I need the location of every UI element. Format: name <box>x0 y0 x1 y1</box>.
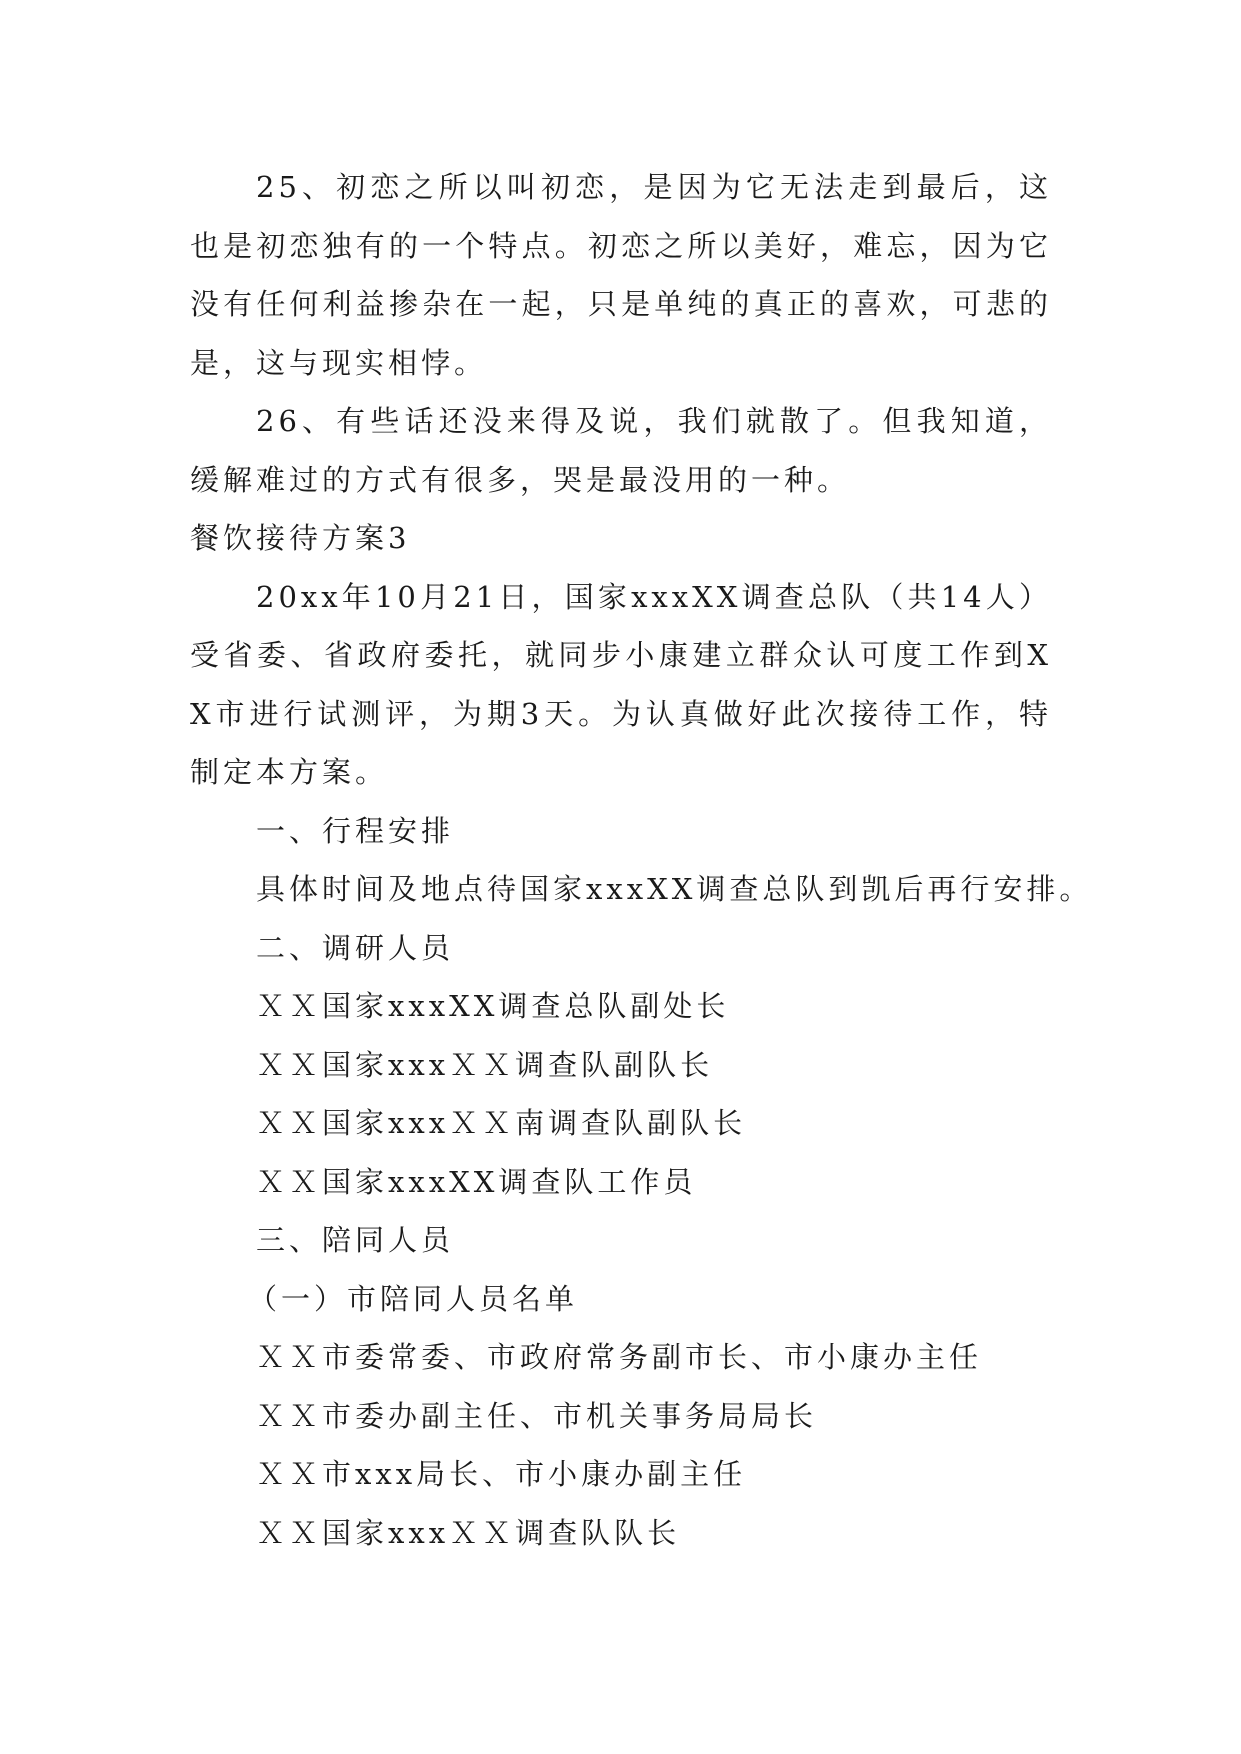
researcher-item: ＸＸ国家xxxXX调查总队副处长 <box>256 989 730 1023</box>
paragraph-26: 26、有些话还没来得及说，我们就散了。但我知道，缓解难过的方式有很多，哭是最没用的一种。 <box>190 404 1052 497</box>
accompanying-item: ＸＸ市委常委、市政府常务副市长、市小康办主任 <box>256 1340 983 1374</box>
itinerary-text: 具体时间及地点待国家xxxXX调查总队到凯后再行安排。 <box>256 872 1093 906</box>
accompanying-item: ＸＸ市xxx局长、市小康办副主任 <box>256 1457 747 1491</box>
researcher-item: ＸＸ国家xxxXX调查队工作员 <box>256 1164 697 1199</box>
intro-paragraph: 20xx年10月21日，国家xxxXX调查总队（共14人）受省委、省政府委托，就同步小康建立群众认可度工作到XX市进行试测评，为期3天。为认真做好此次接待工作，特制定本方案。 <box>190 579 1052 789</box>
researcher-item: ＸＸ国家xxxＸＸ调查队副队长 <box>256 1047 714 1082</box>
heading-accompanying: 三、陪同人员 <box>256 1223 455 1257</box>
paragraph-25: 25、初恋之所以叫初恋，是因为它无法走到最后，这也是初恋独有的一个特点。初恋之所以美好，难忘，因为它没有任何利益掺杂在一起，只是单纯的真正的喜欢，可悲的是，这与现实相悖。 <box>190 170 1052 380</box>
document-body <box>190 158 1093 1562</box>
researcher-item: ＸＸ国家xxxＸＸ南调查队副队长 <box>256 1106 747 1140</box>
heading-itinerary: 一、行程安排 <box>256 813 455 848</box>
accompanying-item: ＸＸ市委办副主任、市机关事务局局长 <box>256 1398 818 1433</box>
heading-researchers: 二、调研人员 <box>256 930 455 965</box>
subheading-city-list: （一）市陪同人员名单 <box>248 1281 579 1316</box>
section-heading: 餐饮接待方案3 <box>190 521 411 555</box>
accompanying-item: ＸＸ国家xxxＸＸ调查队队长 <box>256 1515 681 1550</box>
